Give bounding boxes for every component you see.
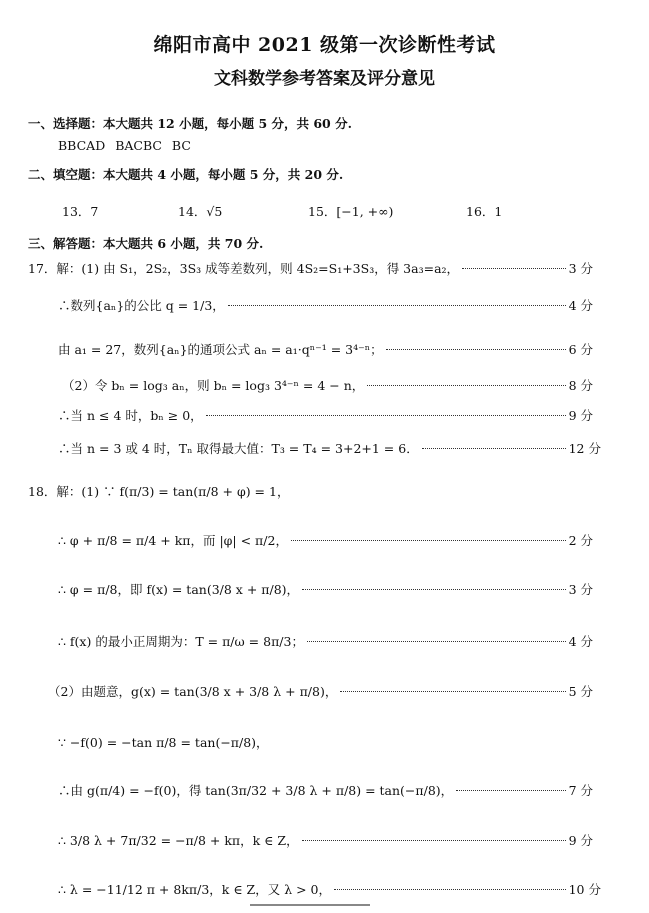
- score-mark: 9 分: [568, 833, 593, 848]
- solution-line: [58, 880, 601, 898]
- solution-line: [58, 632, 593, 650]
- score-mark: 4 分: [568, 298, 593, 313]
- score-mark: 8 分: [568, 378, 593, 393]
- solution-text: ∴ f(x) 的最小正周期为：T = π/ω = 8π/3；: [58, 634, 304, 649]
- section-fill-heading: 二、填空题：本大题共 4 小题，每小题 5 分，共 20 分.: [28, 167, 344, 182]
- score-mark: 12 分: [568, 441, 601, 456]
- solution-line: [48, 682, 593, 700]
- leader-dots: [462, 268, 566, 269]
- leader-dots: [340, 691, 565, 692]
- leader-dots: [228, 305, 566, 306]
- score-mark: 7 分: [568, 783, 593, 798]
- solution-text: 由 a₁ = 27，数列{aₙ}的通项公式 aₙ = a₁·qⁿ⁻¹ = 3⁴⁻ⁿ；: [58, 342, 383, 357]
- score-mark: 6 分: [568, 342, 593, 357]
- fill-answer-16: 16．1: [466, 204, 503, 219]
- fill-answer-14: 14．√5: [178, 204, 223, 219]
- solution-text: 17．解：(1) 由 S₁，2S₂，3S₃ 成等差数列，则 4S₂=S₁+3S₃，得 3a₃=a₂，: [28, 261, 460, 276]
- solution-text: ∴ φ + π/8 = π/4 + kπ，而 |φ| < π/2，: [58, 533, 288, 548]
- fill-answer-15: 15．[−1, +∞): [308, 204, 394, 219]
- solution-text: （2）由题意，g(x) = tan(3/8 x + 3/8 λ + π/8)，: [48, 684, 338, 699]
- score-mark: 3 分: [568, 261, 593, 276]
- solution-line: [58, 531, 593, 549]
- solution-line: [62, 376, 593, 394]
- leader-dots: [456, 790, 565, 791]
- solution-line: [58, 733, 269, 751]
- exam-subtitle: 文科数学参考答案及评分意见: [214, 69, 435, 89]
- solution-line: [58, 406, 593, 424]
- solution-text: ∴由 g(π/4) = −f(0)，得 tan(3π/32 + 3/8 λ + π/8) = tan(−π/8)，: [58, 783, 454, 798]
- solution-text: ∵ −f(0) = −tan π/8 = tan(−π/8)，: [58, 735, 269, 750]
- leader-dots: [334, 889, 566, 890]
- solution-line: [58, 296, 593, 314]
- choice-answers: BBCAD BACBC BC: [58, 138, 191, 153]
- solution-line: [58, 781, 593, 799]
- leader-dots: [206, 415, 566, 416]
- score-mark: 4 分: [568, 634, 593, 649]
- solution-text: ∴当 n = 3 或 4 时，Tₙ 取得最大值：T₃ = T₄ = 3+2+1 = 6．: [58, 441, 419, 456]
- score-mark: 10 分: [568, 882, 601, 897]
- solution-text: ∴当 n ≤ 4 时，bₙ ≥ 0，: [58, 408, 203, 423]
- score-mark: 3 分: [568, 582, 593, 597]
- leader-dots: [422, 448, 566, 449]
- section-choice-heading: 一、选择题：本大题共 12 小题，每小题 5 分，共 60 分.: [28, 116, 352, 131]
- score-mark: 2 分: [568, 533, 593, 548]
- solution-line: [58, 340, 593, 358]
- leader-dots: [302, 840, 566, 841]
- solution-text: （2）令 bₙ = log₃ aₙ，则 bₙ = log₃ 3⁴⁻ⁿ = 4 − n，: [62, 378, 365, 393]
- fill-answer-13: 13．7: [62, 204, 99, 219]
- solution-text: ∴ 3/8 λ + 7π/32 = −π/8 + kπ，k ∈ Z，: [58, 833, 299, 848]
- leader-dots: [386, 349, 566, 350]
- leader-dots: [307, 641, 566, 642]
- solution-text: ∴数列{aₙ}的公比 q = 1/3，: [58, 298, 225, 313]
- section-solve-heading: 三、解答题：本大题共 6 小题，共 70 分.: [28, 236, 264, 251]
- solution-text: 18．解：(1) ∵ f(π/3) = tan(π/8 + φ) = 1，: [28, 484, 290, 499]
- solution-text: ∴ φ = π/8，即 f(x) = tan(3/8 x + π/8)，: [58, 582, 300, 597]
- score-mark: 9 分: [568, 408, 593, 423]
- solution-line: [58, 439, 601, 457]
- solution-text: ∴ λ = −11/12 π + 8kπ/3，k ∈ Z，又 λ > 0，: [58, 882, 332, 897]
- leader-dots: [367, 385, 565, 386]
- leader-dots: [302, 589, 566, 590]
- solution-line: [28, 482, 289, 500]
- solution-line: [58, 580, 593, 598]
- exam-title: 绵阳市高中 2021 级第一次诊断性考试: [153, 34, 496, 56]
- leader-dots: [291, 540, 566, 541]
- solution-line: [28, 259, 593, 277]
- solution-line: [58, 831, 593, 849]
- page-cut-mark: [250, 904, 370, 910]
- score-mark: 5 分: [568, 684, 593, 699]
